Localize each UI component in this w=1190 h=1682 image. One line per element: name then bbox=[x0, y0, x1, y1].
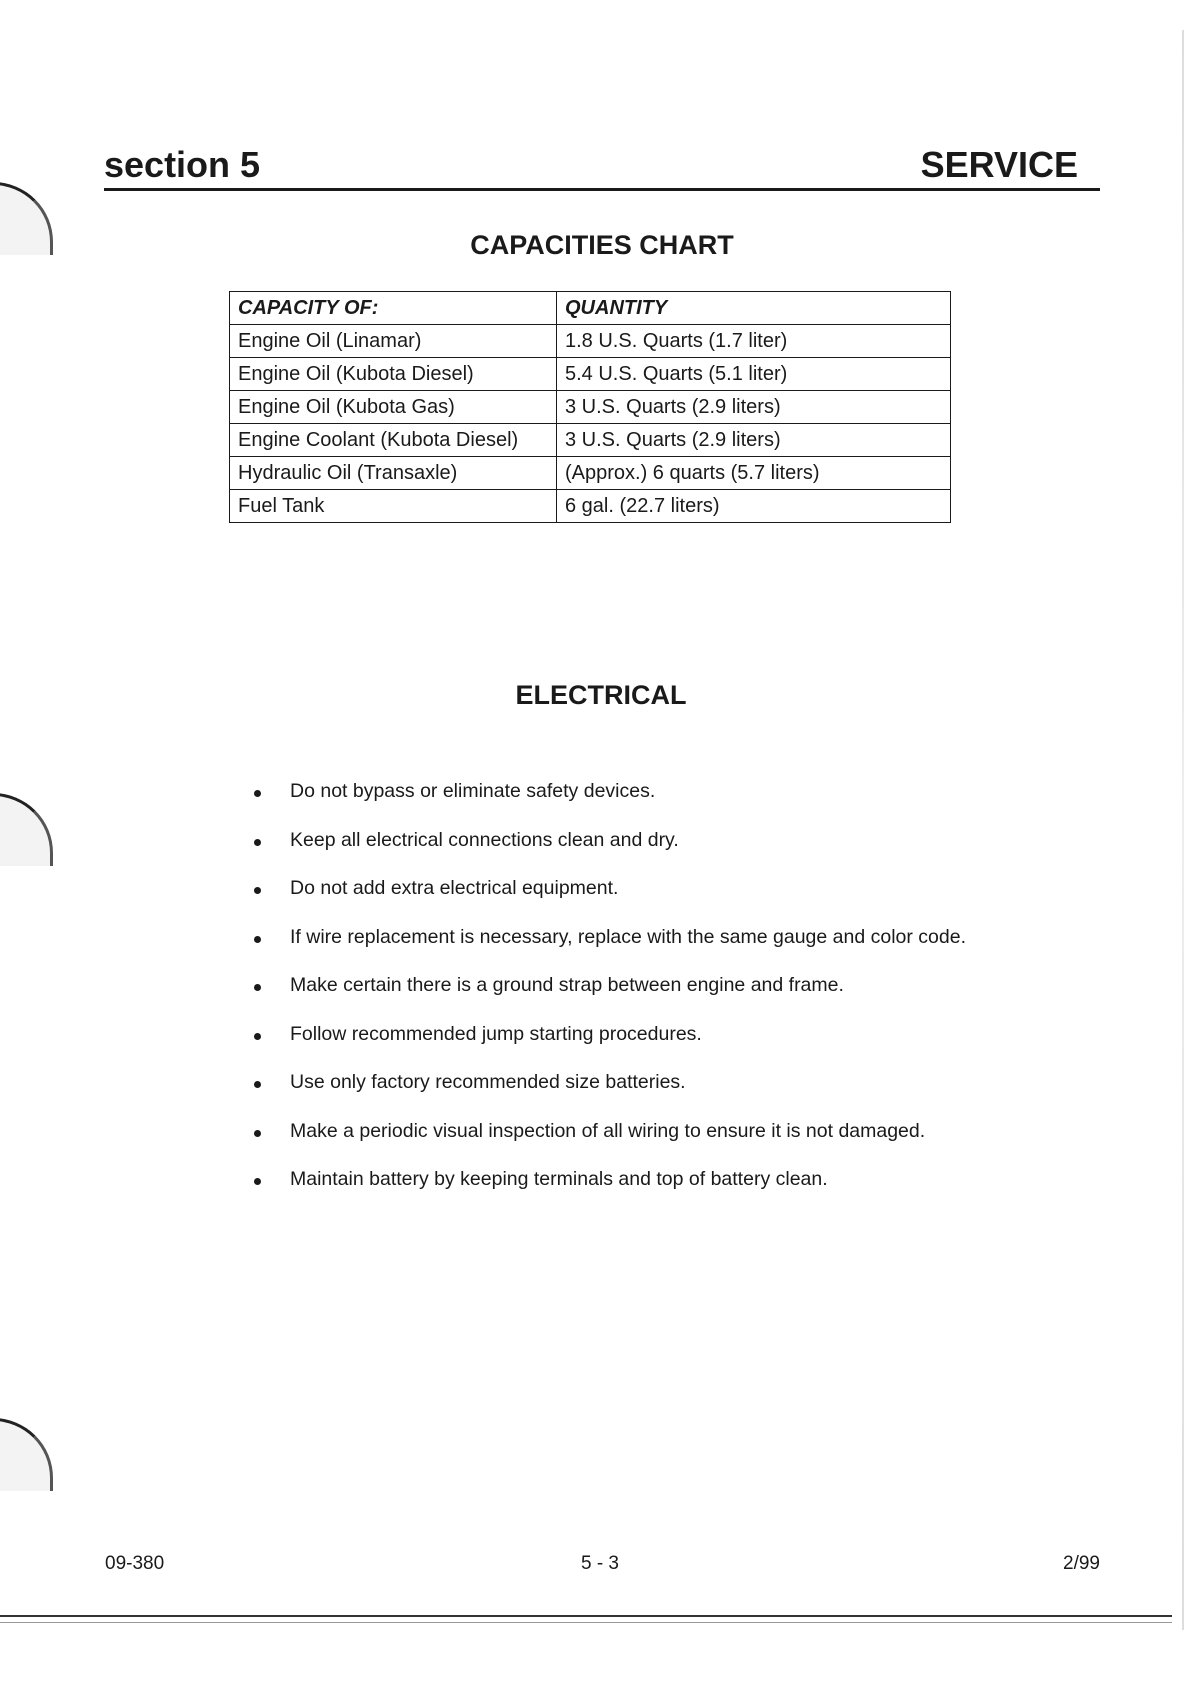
quantity-cell: 5.4 U.S. Quarts (5.1 liter) bbox=[557, 358, 951, 391]
bottom-divider bbox=[0, 1615, 1172, 1617]
list-item-text: Do not bypass or eliminate safety devices. bbox=[290, 780, 656, 802]
header-title: SERVICE bbox=[920, 144, 1078, 185]
bullet-icon bbox=[254, 936, 261, 943]
column-header-quantity: QUANTITY bbox=[557, 292, 951, 325]
table-row bbox=[230, 424, 951, 457]
quantity-cell: 3 U.S. Quarts (2.9 liters) bbox=[557, 391, 951, 424]
list-item bbox=[250, 780, 966, 829]
table-header-row bbox=[230, 292, 951, 325]
capacity-cell: Hydraulic Oil (Transaxle) bbox=[230, 457, 557, 490]
table-row bbox=[230, 325, 951, 358]
column-header-capacity: CAPACITY OF: bbox=[230, 292, 557, 325]
bullet-icon bbox=[254, 1130, 261, 1137]
quantity-cell: 3 U.S. Quarts (2.9 liters) bbox=[557, 424, 951, 457]
capacity-cell: Engine Oil (Kubota Gas) bbox=[230, 391, 557, 424]
electrical-title: ELECTRICAL bbox=[515, 680, 687, 710]
table-row bbox=[230, 358, 951, 391]
capacities-table bbox=[229, 291, 951, 523]
list-item-text: Do not add extra electrical equipment. bbox=[290, 877, 619, 899]
bullet-icon bbox=[254, 790, 261, 797]
list-item bbox=[250, 829, 966, 878]
bullet-icon bbox=[254, 839, 261, 846]
list-item-text: Keep all electrical connections clean and dry. bbox=[290, 828, 679, 851]
list-item-text: Maintain battery by keeping terminals and top of battery clean. bbox=[290, 1168, 828, 1190]
bullet-icon bbox=[254, 1081, 261, 1088]
bullet-icon bbox=[254, 887, 261, 894]
bullet-icon bbox=[254, 1178, 261, 1185]
binder-hole-shadow bbox=[0, 793, 53, 866]
bullet-icon bbox=[254, 984, 261, 991]
table-row bbox=[230, 457, 951, 490]
quantity-cell: 1.8 U.S. Quarts (1.7 liter) bbox=[557, 325, 951, 358]
quantity-cell: 6 gal. (22.7 liters) bbox=[557, 490, 951, 523]
section-label: section 5 bbox=[104, 144, 261, 185]
list-item bbox=[250, 1168, 966, 1217]
table-row bbox=[230, 490, 951, 523]
list-item bbox=[250, 974, 966, 1023]
bullet-icon bbox=[254, 1033, 261, 1040]
list-item-text: Follow recommended jump starting procedures. bbox=[290, 1022, 702, 1045]
list-item bbox=[250, 877, 966, 926]
list-item-text: Make certain there is a ground strap between engine and frame. bbox=[290, 974, 844, 996]
bottom-divider bbox=[0, 1622, 1172, 1623]
capacities-title: CAPACITIES CHART bbox=[470, 230, 734, 260]
list-item bbox=[250, 1120, 966, 1169]
list-item bbox=[250, 1023, 966, 1072]
table-row bbox=[230, 391, 951, 424]
capacity-cell: Engine Oil (Linamar) bbox=[230, 325, 557, 358]
capacity-cell: Engine Coolant (Kubota Diesel) bbox=[230, 424, 557, 457]
list-item-text: If wire replacement is necessary, replace with the same gauge and color code. bbox=[290, 925, 966, 948]
capacity-cell: Fuel Tank bbox=[230, 490, 557, 523]
page-header bbox=[104, 140, 1100, 191]
list-item bbox=[250, 1071, 966, 1120]
doc-number: 09-380 bbox=[105, 1553, 165, 1574]
page-edge bbox=[1182, 30, 1184, 1630]
list-item-text: Use only factory recommended size batteries. bbox=[290, 1071, 686, 1093]
revision-date: 2/99 bbox=[1063, 1553, 1100, 1574]
electrical-list bbox=[250, 780, 966, 1217]
capacity-cell: Engine Oil (Kubota Diesel) bbox=[230, 358, 557, 391]
list-item bbox=[250, 926, 966, 975]
list-item-text: Make a periodic visual inspection of all wiring to ensure it is not damaged. bbox=[290, 1119, 926, 1142]
binder-hole-shadow bbox=[0, 1418, 53, 1491]
quantity-cell: (Approx.) 6 quarts (5.7 liters) bbox=[557, 457, 951, 490]
page-number: 5 - 3 bbox=[580, 1553, 620, 1574]
